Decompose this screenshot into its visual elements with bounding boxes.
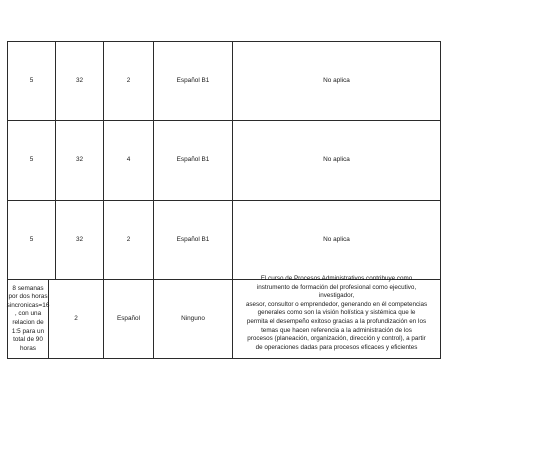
table-cell: 2 [126, 76, 131, 84]
description-line: temas que hacen referencia a la administración de los [261, 326, 412, 334]
table-cell: 2 [126, 235, 131, 243]
duration-line: , con una [14, 310, 42, 318]
description-line: permita el desempeño exitoso gracias a la profundización en los [246, 317, 427, 325]
duration-line: por dos horas [8, 293, 48, 301]
table-cell: Español B1 [176, 235, 210, 243]
description-cell [233, 275, 440, 358]
duration-line: 8 semanas [12, 284, 44, 292]
description-line: generales como son la visión holística y sistémica que le [257, 309, 416, 317]
language-cell: Español [116, 314, 141, 322]
table-cell: 5 [29, 235, 34, 243]
duration-cell [8, 280, 48, 358]
description-line: instrumento de formación del profesional como ejecutivo, [256, 283, 417, 291]
description-line: investigador, [318, 292, 355, 300]
table-cell: No aplica [323, 235, 350, 243]
table-cell: 32 [75, 76, 84, 84]
description-line: asesor, consultor o emprendedor, generando en él competencias [245, 300, 428, 308]
duration-line: sincronicas=16 [6, 301, 50, 309]
table-cell: 32 [75, 156, 84, 164]
description-line: procesos (planeación, organización, dirección y control), a partir [247, 335, 426, 343]
table-cell: Español B1 [176, 156, 210, 164]
table-border-right [440, 41, 441, 359]
table-cell: 4 [126, 156, 131, 164]
duration-line: total de 90 [13, 336, 43, 344]
duration-line: relacion de [12, 319, 44, 326]
table-cell: Español B1 [176, 76, 210, 84]
table-cell: 2 [74, 314, 78, 322]
table-cell: 5 [29, 76, 34, 84]
duration-line: horas [20, 344, 36, 352]
table-cell: 5 [29, 156, 34, 164]
table-cell: No aplica [323, 156, 350, 164]
table-border-bottom [7, 358, 441, 359]
prerequisite-cell: Ninguno [181, 314, 205, 322]
table-cell: No aplica [323, 76, 350, 84]
duration-line: 1:5 para un [11, 327, 45, 335]
description-line: de operaciones dadas para procesos eficaces y eficientes [255, 343, 418, 351]
table-cell: 32 [75, 235, 84, 243]
description-line: El curso de Procesos Administrativos contribuye como [260, 275, 413, 282]
